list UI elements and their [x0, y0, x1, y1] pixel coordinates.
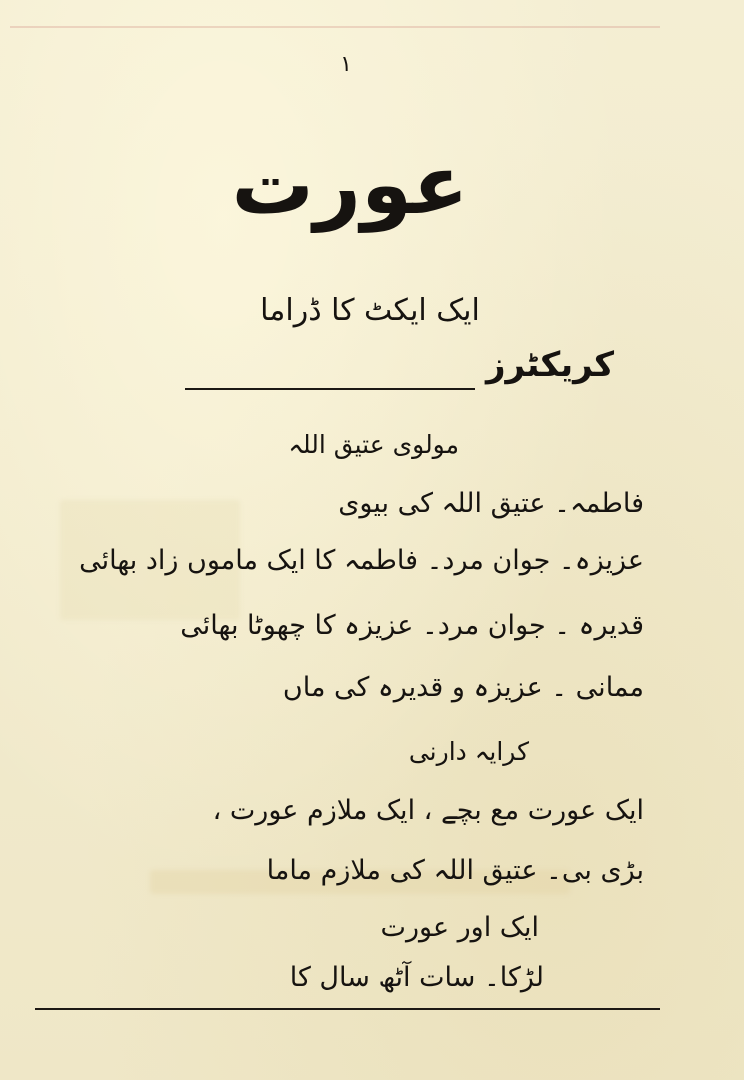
cast-item: فاطمہ۔ عتیق اللہ کی بیوی [338, 488, 644, 519]
cast-heading: کریکٹرز [485, 345, 615, 385]
cast-item: بڑی بی۔ عتیق اللہ کی ملازم ماما [266, 855, 644, 886]
heading-underline [185, 388, 475, 390]
cast-item: قدیرہ ۔ جوان مرد۔ عزیزہ کا چھوٹا بھائی [180, 610, 644, 641]
play-title: عورت [231, 138, 469, 233]
cast-item: مولوی عتیق اللہ [288, 430, 459, 459]
play-subtitle: ایک ایکٹ کا ڈراما [260, 293, 480, 328]
cast-item: لڑکا۔ سات آٹھ سال کا [289, 962, 544, 993]
cast-item: عزیزہ۔ جوان مرد۔ فاطمہ کا ایک ماموں زاد بھائی [79, 545, 644, 576]
cast-item: ممانی ۔ عزیزہ و قدیرہ کی ماں [282, 672, 644, 703]
cast-item: ایک عورت مع بچے ، ایک ملازم عورت ، [212, 795, 644, 826]
cast-item: ایک اور عورت [380, 912, 539, 943]
top-faint-rule [10, 26, 660, 28]
bottom-rule [35, 1008, 660, 1010]
page-number: ۱ [340, 52, 352, 77]
cast-item: کرایہ دارنی [408, 737, 529, 766]
